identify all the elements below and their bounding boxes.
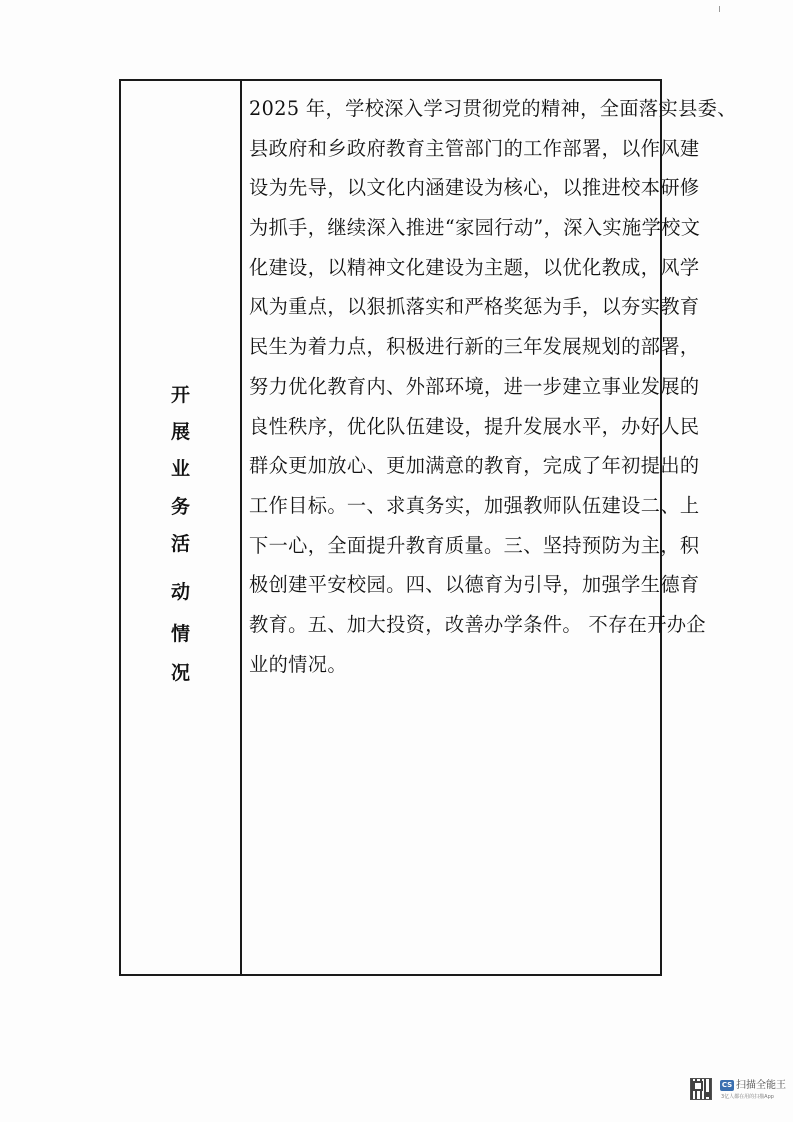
- content-line: 化建设，以精神文化建设为主题，以优化教成，风学: [249, 255, 700, 279]
- content-line: 民生为着力点，积极进行新的三年发展规划的部署，: [249, 335, 700, 359]
- label-char: 动: [170, 581, 190, 603]
- label-char: 业: [170, 458, 190, 480]
- content-cell: [249, 89, 737, 684]
- watermark-tagline: 3亿人都在用的扫描App: [721, 1094, 774, 1100]
- content-line: 设为先导，以文化内涵建设为核心，以推进校本研修: [249, 176, 700, 200]
- content-line: 良性秩序，优化队伍建设，提升发展水平，办好人民: [249, 414, 700, 438]
- content-line: 为抓手，继续深入推进“家园行动”，深入实施学校文: [249, 216, 701, 240]
- column-divider: [240, 81, 242, 974]
- watermark-app-name: 扫描全能王: [736, 1080, 786, 1091]
- content-line: 风为重点，以狠抓落实和严格奖惩为手，以夯实教育: [249, 295, 700, 319]
- label-char: 开: [170, 384, 190, 406]
- label-char: 活: [170, 533, 190, 555]
- label-char: 情: [170, 623, 190, 645]
- content-line: 努力优化教育内、外部环境，进一步建立事业发展的: [249, 374, 700, 398]
- content-line: 县政府和乡政府教育主管部门的工作部署，以作风建: [249, 136, 700, 160]
- scanner-watermark: [690, 1078, 790, 1108]
- label-char: 展: [170, 421, 190, 443]
- content-line: 极创建平安校园。四、以德育为引导，加强学生德育: [249, 573, 700, 597]
- scan-mark: [719, 6, 720, 12]
- qr-code-icon: [690, 1078, 712, 1100]
- activity-report-table: [119, 79, 737, 976]
- content-line: 群众更加放心、更加满意的教育，完成了年初提出的: [249, 454, 700, 478]
- content-line: 教育。五、加大投资，改善办学条件。 不存在开办企: [249, 612, 707, 636]
- content-line: 2025 年，学校深入学习贯彻党的精神，全面落实县委、: [249, 97, 737, 120]
- label-column: [121, 81, 240, 974]
- content-line: 业的情况。: [249, 652, 347, 676]
- label-char: 务: [170, 496, 190, 518]
- camscanner-logo-icon: CS: [721, 1081, 733, 1089]
- label-char: 况: [170, 662, 190, 684]
- content-line: 工作目标。一、求真务实，加强教师队伍建设二、上: [249, 493, 700, 517]
- content-line: 下一心，全面提升教育质量。三、坚持预防为主，积: [249, 533, 700, 557]
